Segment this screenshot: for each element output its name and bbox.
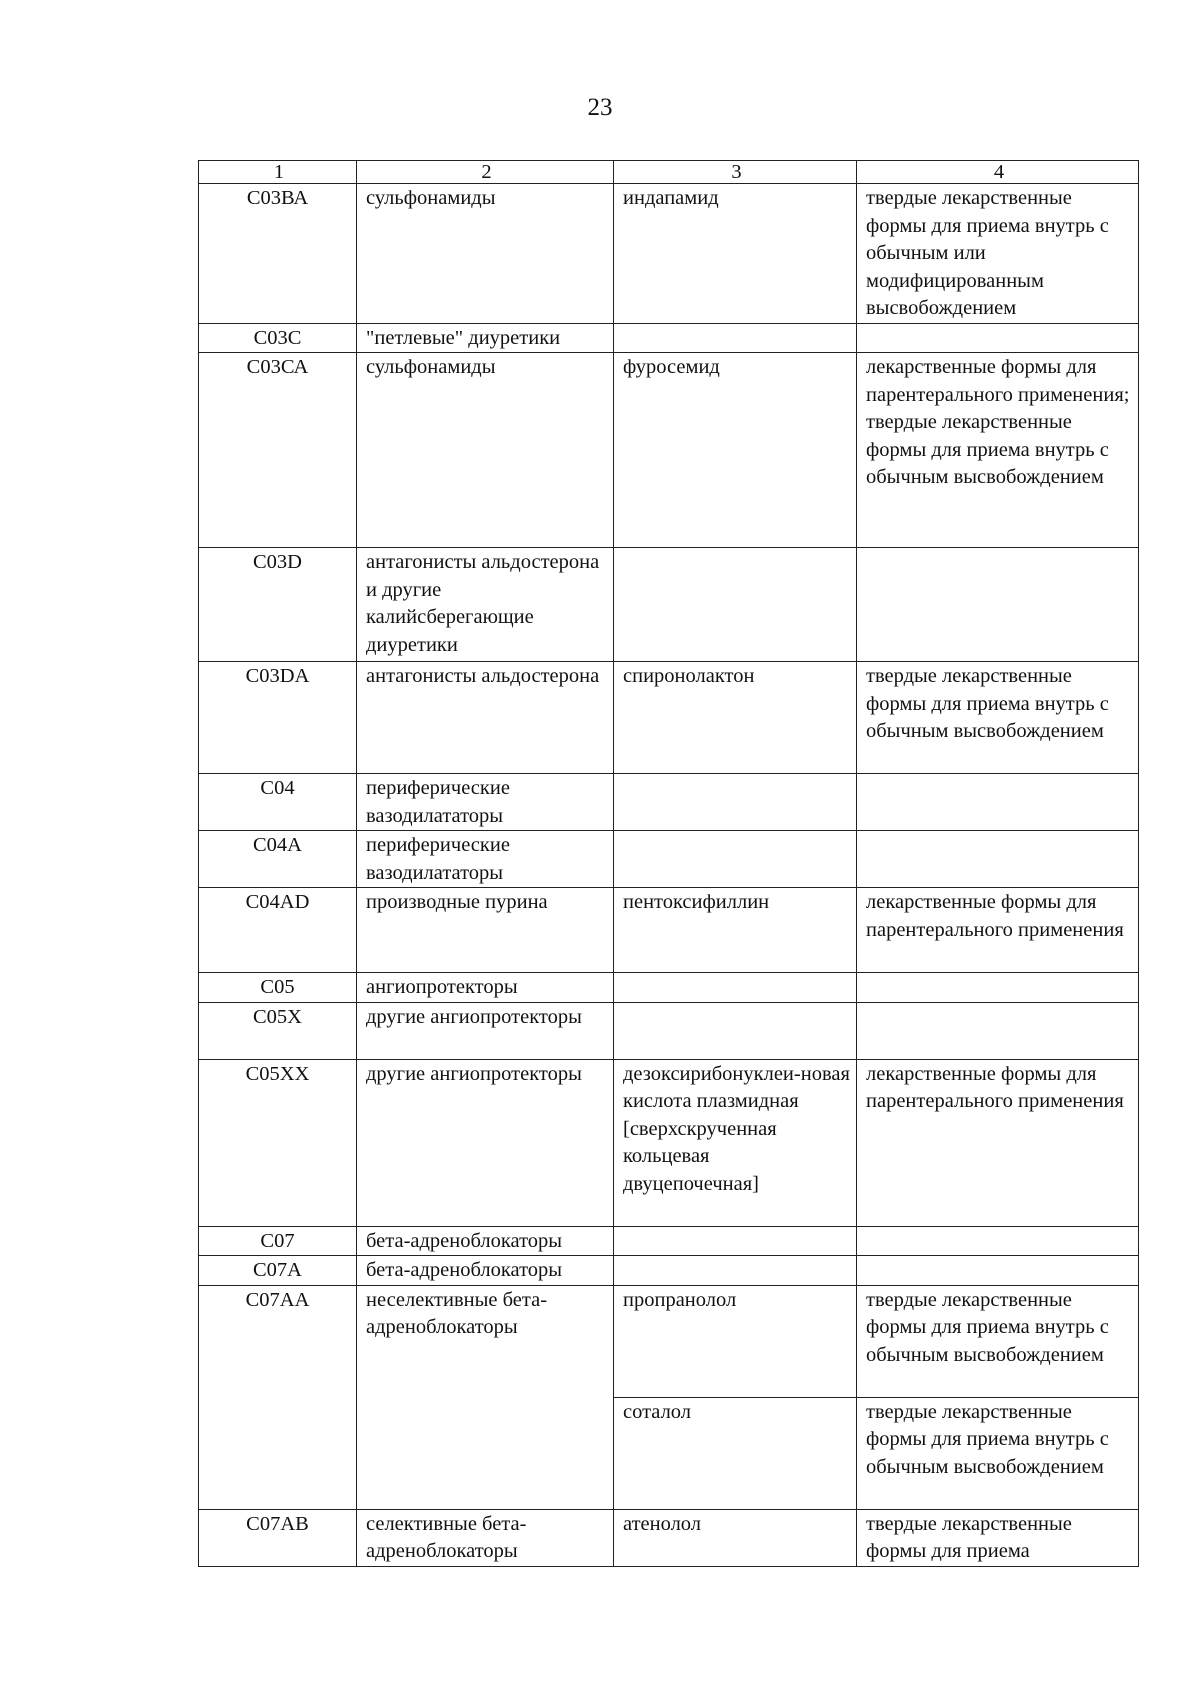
table-row bbox=[199, 548, 1139, 662]
dosage-form-cell: лекарственные формы для парентерального применения; твердые лекарственные формы для приема внутрь с обычным высвобождением bbox=[857, 353, 1139, 548]
drug-name-cell bbox=[614, 774, 857, 831]
atc-code-cell: С03D bbox=[199, 548, 357, 662]
dosage-form-cell: твердые лекарственные формы для приема bbox=[857, 1509, 1139, 1566]
dosage-form-cell: твердые лекарственные формы для приема внутрь с обычным высвобождением bbox=[857, 1397, 1139, 1509]
atc-code-cell: С07А bbox=[199, 1256, 357, 1286]
table-row bbox=[199, 831, 1139, 888]
header-cell-4: 4 bbox=[857, 161, 1139, 184]
table-row bbox=[199, 1226, 1139, 1256]
group-cell: другие ангиопротекторы bbox=[357, 1059, 614, 1226]
dosage-form-cell: лекарственные формы для парентерального применения bbox=[857, 888, 1139, 973]
dosage-form-cell bbox=[857, 831, 1139, 888]
drug-table bbox=[198, 160, 1139, 1567]
atc-code-cell: С03DA bbox=[199, 662, 357, 774]
drug-name-cell: пентоксифиллин bbox=[614, 888, 857, 973]
table-row bbox=[199, 973, 1139, 1003]
table-row bbox=[199, 662, 1139, 774]
atc-code-cell: С04 bbox=[199, 774, 357, 831]
table-row bbox=[199, 184, 1139, 324]
drug-name-cell bbox=[614, 548, 857, 662]
group-cell: производные пурина bbox=[357, 888, 614, 973]
page-number: 23 bbox=[587, 94, 613, 121]
atc-code-cell: С04AD bbox=[199, 888, 357, 973]
group-cell: бета-адреноблокаторы bbox=[357, 1226, 614, 1256]
group-cell: бета-адреноблокаторы bbox=[357, 1256, 614, 1286]
atc-code-cell: С07АВ bbox=[199, 1509, 357, 1566]
dosage-form-cell bbox=[857, 1002, 1139, 1059]
atc-code-cell: С04А bbox=[199, 831, 357, 888]
dosage-form-cell: лекарственные формы для парентерального применения bbox=[857, 1059, 1139, 1226]
table-row bbox=[199, 1256, 1139, 1286]
group-cell: ангиопротекторы bbox=[357, 973, 614, 1003]
dosage-form-cell: твердые лекарственные формы для приема внутрь с обычным высвобождением bbox=[857, 662, 1139, 774]
drug-name-cell: фуросемид bbox=[614, 353, 857, 548]
table-row bbox=[199, 1002, 1139, 1059]
header-cell-2: 2 bbox=[357, 161, 614, 184]
table-row bbox=[199, 1285, 1139, 1397]
group-cell: периферические вазодилататоры bbox=[357, 774, 614, 831]
drug-name-cell: индапамид bbox=[614, 184, 857, 324]
header-cell-1: 1 bbox=[199, 161, 357, 184]
drug-name-cell: атенолол bbox=[614, 1509, 857, 1566]
group-cell: сульфонамиды bbox=[357, 184, 614, 324]
drug-name-cell: пропранолол bbox=[614, 1285, 857, 1397]
drug-name-cell bbox=[614, 323, 857, 353]
group-cell: сульфонамиды bbox=[357, 353, 614, 548]
table-row bbox=[199, 1059, 1139, 1226]
atc-code-cell: С03ВА bbox=[199, 184, 357, 324]
atc-code-cell: С03С bbox=[199, 323, 357, 353]
table-row bbox=[199, 353, 1139, 548]
atc-code-cell: С07 bbox=[199, 1226, 357, 1256]
dosage-form-cell: твердые лекарственные формы для приема внутрь с обычным высвобождением bbox=[857, 1285, 1139, 1397]
drug-name-cell: соталол bbox=[614, 1397, 857, 1509]
atc-code-cell: С05Х bbox=[199, 1002, 357, 1059]
dosage-form-cell bbox=[857, 323, 1139, 353]
dosage-form-cell bbox=[857, 1256, 1139, 1286]
group-cell: антагонисты альдостерона и другие калийсберегающие диуретики bbox=[357, 548, 614, 662]
table-row bbox=[199, 774, 1139, 831]
group-cell: неселективные бета-адреноблокаторы bbox=[357, 1285, 614, 1509]
drug-name-cell bbox=[614, 1002, 857, 1059]
group-cell: антагонисты альдостерона bbox=[357, 662, 614, 774]
atc-code-cell: С05 bbox=[199, 973, 357, 1003]
dosage-form-cell bbox=[857, 973, 1139, 1003]
dosage-form-cell bbox=[857, 548, 1139, 662]
dosage-form-cell: твердые лекарственные формы для приема внутрь с обычным или модифицированным высвобождением bbox=[857, 184, 1139, 324]
table-row bbox=[199, 323, 1139, 353]
table-row bbox=[199, 888, 1139, 973]
atc-code-cell: С05ХХ bbox=[199, 1059, 357, 1226]
group-cell: периферические вазодилататоры bbox=[357, 831, 614, 888]
atc-code-cell: С07АА bbox=[199, 1285, 357, 1509]
header-cell-3: 3 bbox=[614, 161, 857, 184]
drug-name-cell bbox=[614, 831, 857, 888]
dosage-form-cell bbox=[857, 774, 1139, 831]
table-row bbox=[199, 1509, 1139, 1566]
drug-name-cell bbox=[614, 1226, 857, 1256]
drug-name-cell bbox=[614, 1256, 857, 1286]
dosage-form-cell bbox=[857, 1226, 1139, 1256]
atc-code-cell: С03СА bbox=[199, 353, 357, 548]
drug-name-cell: спиронолактон bbox=[614, 662, 857, 774]
group-cell: другие ангиопротекторы bbox=[357, 1002, 614, 1059]
drug-name-cell bbox=[614, 973, 857, 1003]
drug-name-cell: дезоксирибонуклеи-новая кислота плазмидная [сверхскрученная кольцевая двуцепочечная] bbox=[614, 1059, 857, 1226]
group-cell: селективные бета-адреноблокаторы bbox=[357, 1509, 614, 1566]
group-cell: "петлевые" диуретики bbox=[357, 323, 614, 353]
table-header-row bbox=[199, 161, 1139, 184]
